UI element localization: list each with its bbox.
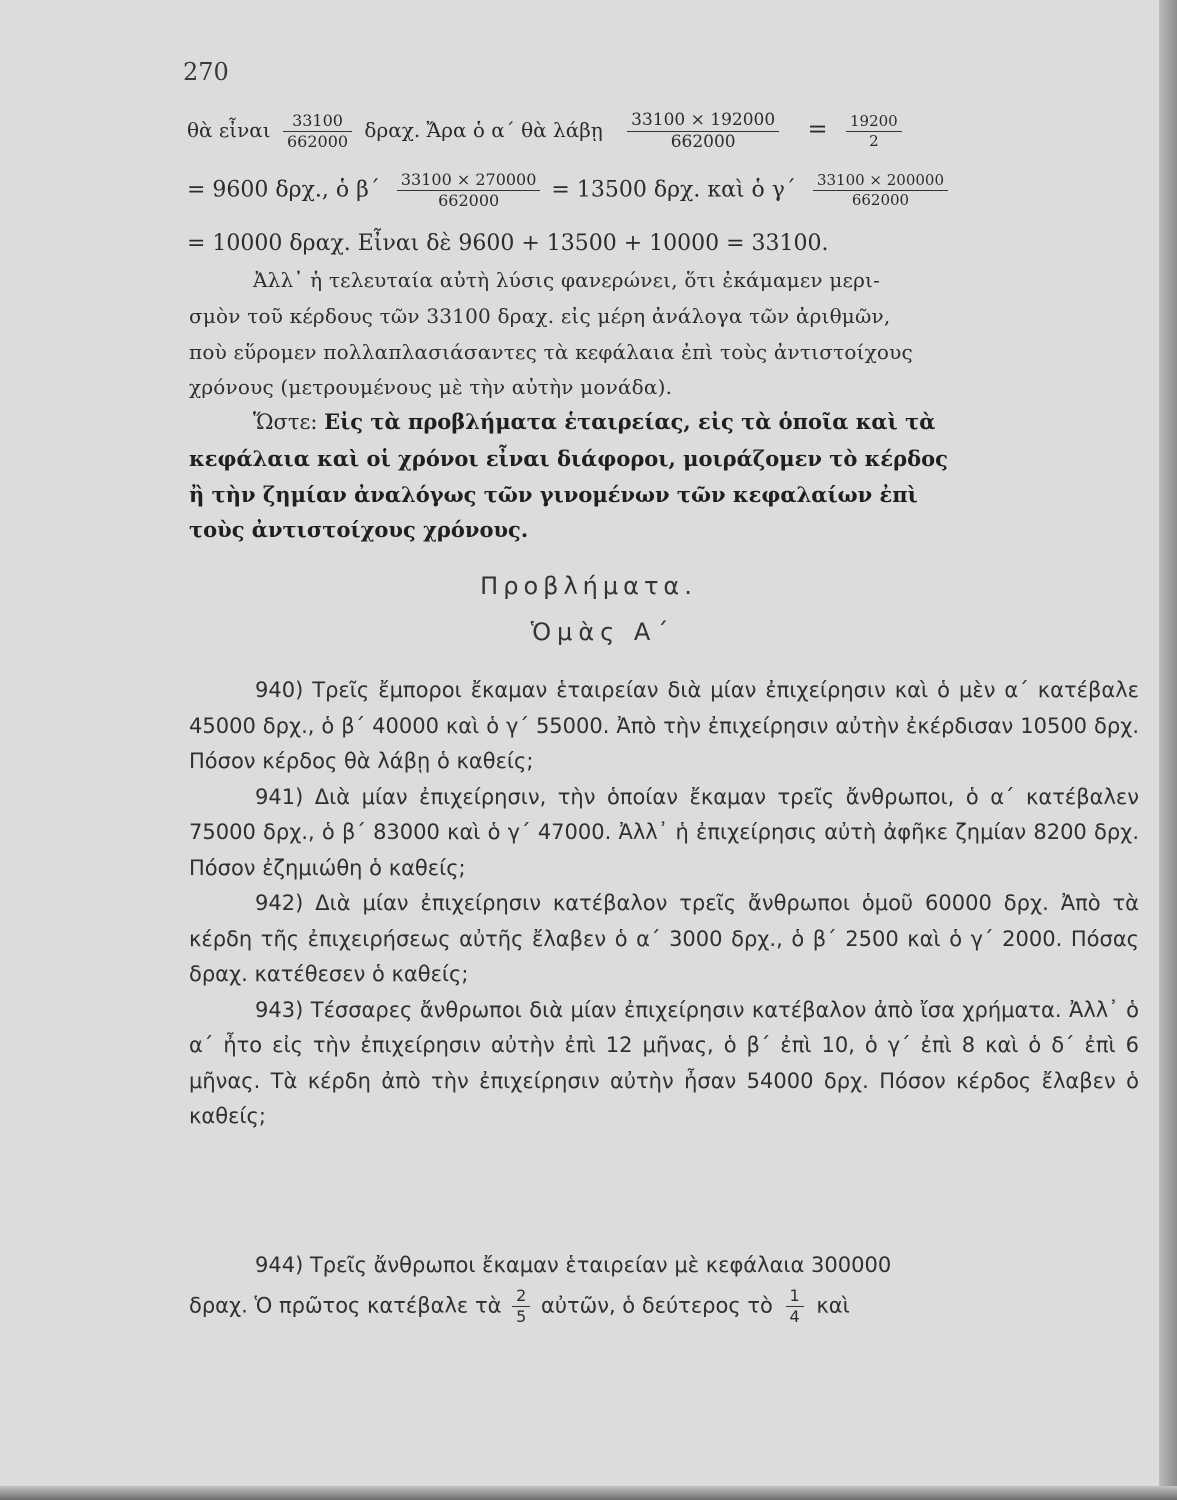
fraction	[846, 114, 902, 149]
fraction-denominator: 5	[512, 1306, 530, 1325]
fraction-denominator: 662000	[627, 131, 779, 151]
fraction	[786, 1288, 804, 1325]
problem-942: 942) Διὰ μίαν ἐπιχείρησιν κατέβαλον τρεῖς ἄνθρωποι ὁμοῦ 60000 δρχ. Ἀπὸ τὰ κέρδη τῆς ἐπιχειρήσεως αὐτῆς ἔλαβεν ὁ α΄ 3000 δρχ., ὁ β΄ 2500 καὶ ὁ γ΄ 2000. Πόσας δραχ. κατέθεσεν ὁ καθείς;	[189, 891, 1139, 986]
intro-text: = 13500 δρχ. καὶ ὁ γ΄	[551, 177, 796, 203]
fraction-numerator: 33100	[292, 111, 343, 130]
page-edge-bottom	[0, 1486, 1177, 1500]
fraction-denominator: 2	[846, 131, 902, 149]
rule-lead: Ὥστε:	[253, 410, 318, 434]
fraction	[813, 173, 948, 208]
paragraph-line: σμὸν τοῦ κέρδους τῶν 33100 δραχ. εἰς μέρη ἀνάλογα τῶν ἀριθμῶν,	[189, 304, 891, 328]
rule-text: Εἰς τὰ προβλήματα ἑταιρείας, εἰς τὰ ὁποῖα καὶ τὰ	[324, 409, 936, 434]
fraction	[397, 172, 541, 209]
rule-line: ἢ τὴν ζημίαν ἀναλόγως τῶν γινομένων τῶν κεφαλαίων ἐπὶ	[189, 482, 918, 507]
problem-944-line-1: 944) Τρεῖς ἄνθρωποι ἔκαμαν ἑταιρείαν μὲ κεφάλαια 300000	[255, 1253, 892, 1277]
problem-text: καὶ	[816, 1293, 850, 1318]
paragraph-line: χρόνους (μετρουμένους μὲ τὴν αὐτὴν μονάδα).	[189, 375, 673, 399]
problem-943: 943) Τέσσαρες ἄνθρωποι διὰ μίαν ἐπιχείρησιν κατέβαλον ἀπὸ ἴσα χρήματα. Ἀλλ᾿ ὁ α΄ ἦτο εἰς τὴν ἐπιχείρησιν αὐτὴν ἐπὶ 12 μῆνας, ὁ β΄ ἐπὶ 10, ὁ γ΄ ἐπὶ 8 καὶ ὁ δ΄ ἐπὶ 6 μῆνας. Τὰ κέρδη ἀπὸ τὴν ἐπιχείρησιν αὐτὴν ἦσαν 54000 δρχ. Πόσον κέρδος ἔλαβεν ὁ καθείς;	[189, 997, 1139, 1128]
problem-text: δραχ. Ὁ πρῶτος κατέβαλε τὰ	[189, 1293, 502, 1318]
fraction-numerator: 19200	[849, 112, 898, 130]
section-title: Προβλήματα.	[480, 572, 697, 600]
equals-sign: =	[807, 115, 828, 143]
fraction-numerator: 1	[789, 1286, 800, 1305]
intro-line-3: = 10000 δραχ. Εἶναι δὲ 9600 + 13500 + 10000 = 33100.	[187, 231, 829, 256]
fraction-numerator: 2	[516, 1286, 527, 1305]
problem-941: 941) Διὰ μίαν ἐπιχείρησιν, τὴν ὁποίαν ἔκαμαν τρεῖς ἄνθρωποι, ὁ α΄ κατέβαλεν 75000 δρχ., ὁ β΄ 83000 καὶ ὁ γ΄ 47000. Ἀλλ᾿ ἡ ἐπιχείρησις αὐτὴ ἀφῆκε ζημίαν 8200 δρχ. Πόσον ἐζημιώθη ὁ καθείς;	[189, 784, 1139, 880]
fraction	[283, 113, 352, 150]
rule-line: κεφάλαια καὶ οἱ χρόνοι εἶναι διάφοροι, μοιράζομεν τὸ κέρδος	[189, 446, 948, 471]
group-title: Ὁμὰς Α΄	[530, 618, 675, 646]
fraction-denominator: 4	[786, 1306, 804, 1325]
problem-text: αὐτῶν, ὁ δεύτερος τὸ	[541, 1293, 773, 1318]
intro-line-2	[187, 172, 948, 209]
problem-940: 940) Τρεῖς ἔμποροι ἔκαμαν ἑταιρείαν διὰ μίαν ἐπιχείρησιν καὶ ὁ μὲν α΄ κατέβαλε 45000 δρχ., ὁ β΄ 40000 καὶ ὁ γ΄ 55000. Ἀπὸ τὴν ἐπιχείρησιν αὐτὴν ἐκέρδισαν 10500 δρχ. Πόσον κέρδος θὰ λάβῃ ὁ καθείς;	[189, 678, 1139, 773]
fraction	[512, 1288, 530, 1325]
rule-line-1	[253, 409, 935, 434]
paragraph-line: ποὺ εὕρομεν πολλαπλασιάσαντες τὰ κεφάλαια ἐπὶ τοὺς ἀντιστοίχους	[189, 340, 913, 364]
problems-list	[189, 673, 1139, 1135]
page-edge-right	[1159, 0, 1177, 1500]
paragraph-line: Ἀλλ᾿ ἡ τελευταία αὐτὴ λύσις φανερώνει, ὅτι ἐκάμαμεν μερι-	[253, 268, 881, 292]
fraction-denominator: 662000	[397, 190, 541, 209]
problem-944-line-2	[189, 1288, 850, 1325]
fraction	[627, 112, 779, 151]
fraction-numerator: 33100 × 270000	[400, 170, 537, 189]
page-number: 270	[183, 58, 229, 86]
fraction-denominator: 662000	[283, 131, 352, 150]
intro-text: δραχ. Ἄρα ὁ α΄ θὰ λάβῃ	[364, 118, 603, 142]
intro-line-1	[187, 112, 902, 151]
intro-text: = 9600 δρχ., ὁ β΄	[187, 177, 380, 203]
fraction-numerator: 33100 × 200000	[816, 171, 945, 189]
fraction-numerator: 33100 × 192000	[631, 110, 776, 130]
fraction-denominator: 662000	[813, 190, 948, 208]
rule-line: τοὺς ἀντιστοίχους χρόνους.	[189, 517, 529, 542]
intro-text: θὰ εἶναι	[187, 118, 271, 142]
